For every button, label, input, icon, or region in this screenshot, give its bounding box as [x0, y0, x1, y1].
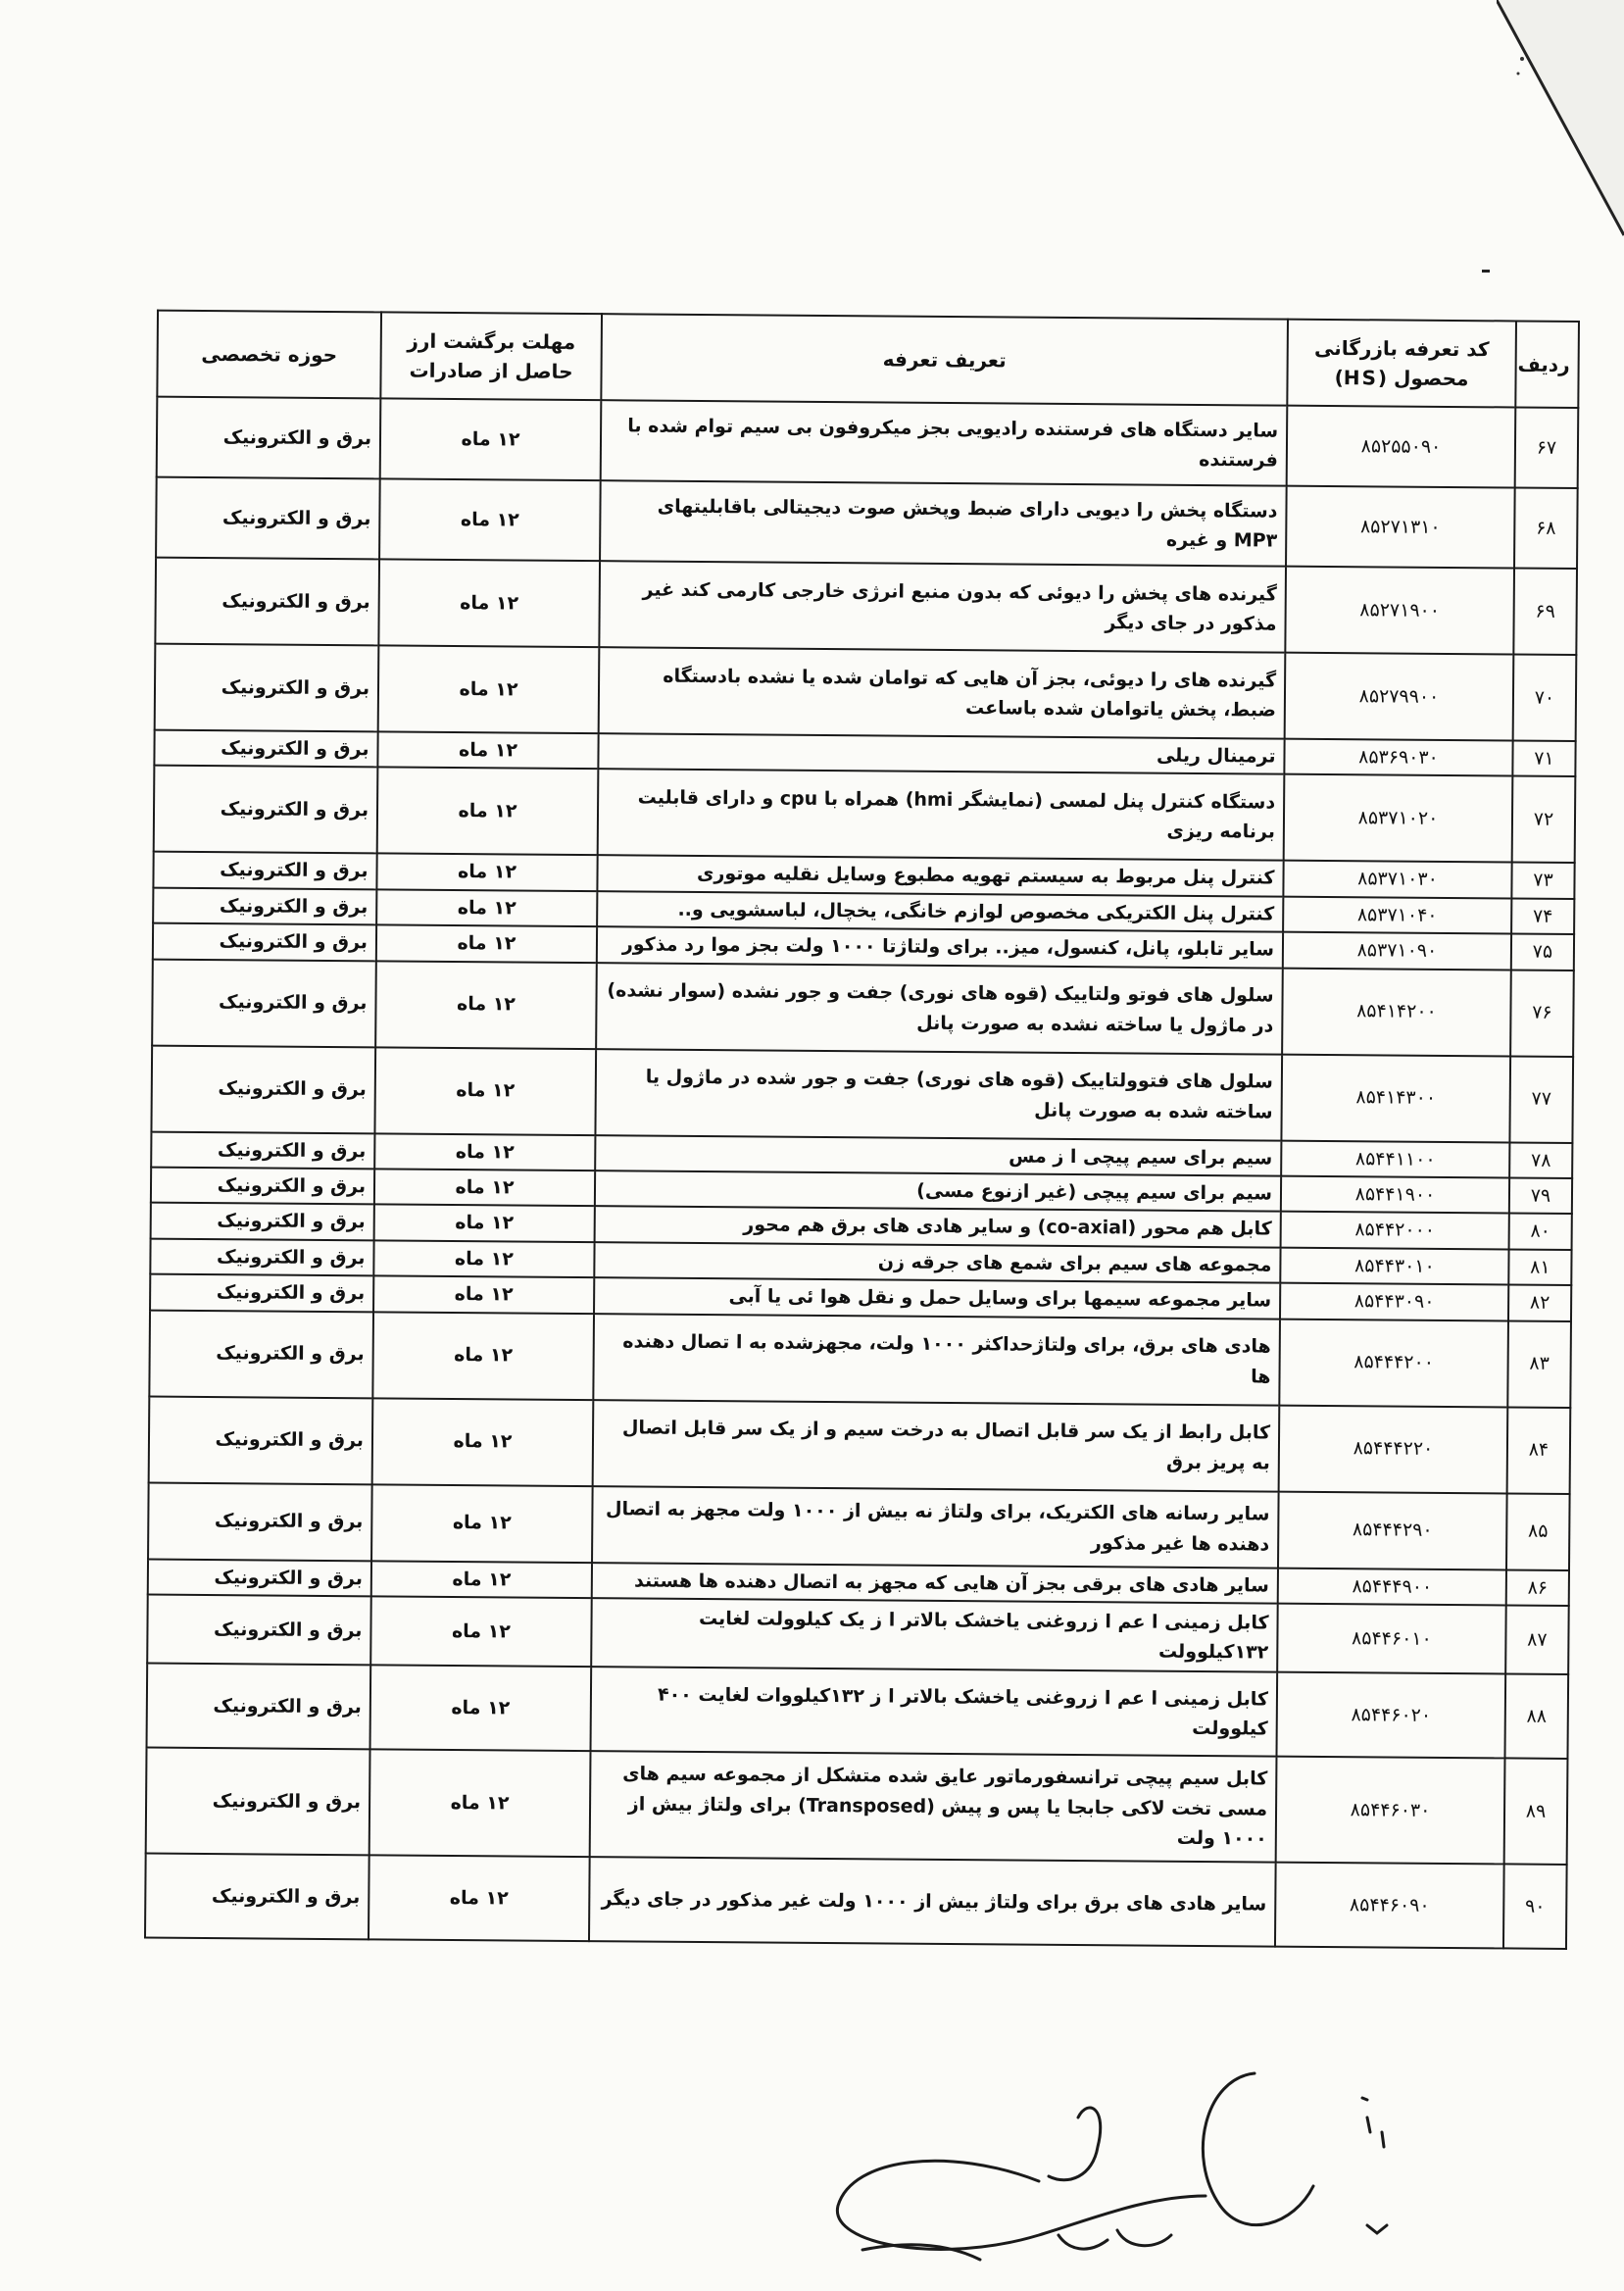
- specialty-field: برق و الکترونیک: [148, 1482, 372, 1561]
- page-corner-fold: [1497, 0, 1624, 255]
- specialty-field: برق و الکترونیک: [153, 852, 376, 889]
- specialty-field: برق و الکترونیک: [151, 1168, 374, 1205]
- tariff-description: هادی های برق، برای ولتاژحداکثر ۱۰۰۰ ولت، مجهزشده به ا تصال دهنده ها: [593, 1314, 1280, 1405]
- hs-code: ۸۵۳۷۱۰۳۰: [1283, 861, 1511, 898]
- tariff-description: کابل رابط از یک سر قابل اتصال به درخت سیم و از یک سر قابل اتصال به پریز برق: [593, 1400, 1280, 1491]
- hs-code: ۸۵۴۴۴۲۲۰: [1279, 1405, 1508, 1493]
- row-number: ۷۵: [1511, 934, 1574, 971]
- repatriation-deadline: ۱۲ ماه: [369, 1855, 590, 1941]
- row-number: ۶۷: [1515, 407, 1579, 488]
- tariff-description: ترمینال ریلی: [598, 733, 1284, 774]
- specialty-field: برق و الکترونیک: [149, 1310, 373, 1398]
- repatriation-deadline: ۱۲ ماه: [369, 1749, 591, 1857]
- hs-code: ۸۵۲۷۹۹۰۰: [1285, 653, 1514, 741]
- tariff-description: سایر مجموعه سیمها برای وسایل حمل و نقل هوا ئی یا آبی: [594, 1277, 1280, 1319]
- table-row: [152, 959, 1574, 1056]
- row-number: ۸۶: [1506, 1569, 1569, 1606]
- table-body: [145, 397, 1578, 1949]
- row-number: ۶۸: [1514, 487, 1578, 569]
- specialty-field: برق و الکترونیک: [145, 1853, 369, 1939]
- row-number: ۷۴: [1511, 898, 1574, 934]
- table-row: [145, 1853, 1567, 1948]
- tariff-description: سیم برای سیم پیچی ا ز مس: [595, 1135, 1281, 1176]
- hs-code: ۸۵۴۴۶۰۳۰: [1276, 1757, 1505, 1865]
- hs-code: ۸۵۳۷۱۰۹۰: [1283, 932, 1511, 970]
- repatriation-deadline: ۱۲ ماه: [374, 1205, 595, 1242]
- hs-code: ۸۵۲۵۵۰۹۰: [1287, 406, 1516, 488]
- repatriation-deadline: ۱۲ ماه: [378, 645, 600, 733]
- header-row-number: ردیف: [1515, 321, 1579, 407]
- repatriation-deadline: ۱۲ ماه: [374, 1169, 595, 1206]
- table-row: [147, 1594, 1569, 1673]
- header-specialty-field: حوزه تخصصی: [157, 311, 381, 399]
- table-row: [151, 1045, 1573, 1142]
- row-number: ۸۵: [1506, 1493, 1570, 1570]
- repatriation-deadline: ۱۲ ماه: [371, 1484, 593, 1563]
- row-number: ۷۷: [1509, 1056, 1573, 1143]
- hs-code: ۸۵۴۴۶۰۲۰: [1276, 1672, 1505, 1759]
- hs-code: ۸۵۴۴۴۲۰۰: [1279, 1319, 1508, 1407]
- specialty-field: برق و الکترونیک: [153, 923, 376, 961]
- table-row: [147, 1663, 1569, 1758]
- tariff-description: سایر رسانه های الکتریک، برای ولتاژ نه بیش از ۱۰۰۰ ولت مجهز به اتصال دهنده ها غیر مذکور: [592, 1486, 1279, 1568]
- repatriation-deadline: ۱۲ ماه: [374, 1047, 596, 1135]
- hs-code: ۸۵۲۷۱۳۱۰: [1286, 486, 1515, 569]
- hs-code: ۸۵۴۱۴۳۰۰: [1281, 1054, 1510, 1142]
- table-row: [149, 1310, 1571, 1407]
- header-hs-code: کد تعرفه بازرگانی محصول (HS): [1287, 320, 1516, 408]
- repatriation-deadline: ۱۲ ماه: [380, 398, 602, 480]
- row-number: ۷۱: [1512, 740, 1575, 776]
- hs-code: ۸۵۴۴۶۰۹۰: [1275, 1863, 1504, 1949]
- hs-code: ۸۵۴۱۴۲۰۰: [1282, 968, 1511, 1056]
- row-number: ۷۳: [1511, 863, 1574, 899]
- hs-code: ۸۵۴۴۱۱۰۰: [1281, 1140, 1509, 1177]
- hs-code: ۸۵۲۷۱۹۰۰: [1285, 567, 1514, 655]
- row-number: ۸۳: [1507, 1320, 1571, 1408]
- specialty-field: برق و الکترونیک: [155, 644, 379, 732]
- repatriation-deadline: ۱۲ ماه: [371, 1561, 592, 1598]
- table-row: [154, 766, 1576, 863]
- hs-code: ۸۵۳۷۱۰۴۰: [1283, 896, 1511, 933]
- hs-code: ۸۵۴۴۶۰۱۰: [1277, 1604, 1506, 1674]
- row-number: ۸۸: [1504, 1673, 1568, 1759]
- repatriation-deadline: ۱۲ ماه: [376, 854, 597, 891]
- hs-code: ۸۵۴۴۳۰۹۰: [1280, 1283, 1508, 1320]
- table-row: [149, 1396, 1571, 1493]
- table-row: [155, 644, 1577, 741]
- specialty-field: برق و الکترونیک: [149, 1396, 373, 1484]
- specialty-field: برق و الکترونیک: [154, 730, 377, 768]
- repatriation-deadline: ۱۲ ماه: [377, 731, 598, 769]
- tariff-description: کابل سیم پیچی ترانسفورماتور عایق شده متشکل از مجموعه سیم های مسی تخت لاکی جابجا یا پس و پیش (Transposed) برای ولتاژ بیش از ۱۰۰۰ ولت: [590, 1751, 1277, 1862]
- specialty-field: برق و الکترونیک: [148, 1559, 371, 1596]
- tariff-description: سلول های فوتو ولتاییک (قوه های نوری) جفت و جور نشده (سوار نشده) در ماژول یا ساخته نشده به صورت پانل: [596, 963, 1283, 1054]
- table-row: [156, 477, 1578, 569]
- header-description: تعریف تعرفه: [601, 314, 1288, 405]
- tariff-description: سلول های فتوولتاییک (قوه های نوری) جفت و جور شده در ماژول یا ساخته شده به صورت پانل: [595, 1049, 1282, 1140]
- tariff-description: سایر هادی های برقی بجز آن هایی که مجهز به اتصال دهنده ها هستند: [592, 1563, 1278, 1604]
- tariff-description: دستگاه پخش را دیویی دارای ضبط وپخش صوت دیجیتالی باقابلیتهای MP۳ و غیره: [600, 480, 1287, 566]
- tariff-description: سیم برای سیم پیچی (غیر ازنوع مسی): [595, 1170, 1281, 1212]
- row-number: ۶۹: [1513, 568, 1577, 654]
- repatriation-deadline: ۱۲ ماه: [370, 1596, 592, 1667]
- table-row: [146, 1747, 1568, 1864]
- row-number: ۸۴: [1507, 1407, 1571, 1493]
- hs-code: ۸۵۴۴۴۲۹۰: [1278, 1491, 1507, 1569]
- hs-code: ۸۵۴۴۲۰۰۰: [1281, 1212, 1509, 1249]
- repatriation-deadline: ۱۲ ماه: [377, 768, 599, 856]
- hs-code: ۸۵۴۴۳۰۱۰: [1280, 1247, 1508, 1284]
- row-number: ۸۹: [1504, 1758, 1568, 1864]
- tariff-description: سایر هادی های برق برای ولتاژ بیش از ۱۰۰۰ ولت غیر مذکور در جای دیگر: [589, 1857, 1276, 1946]
- table-row: [148, 1482, 1570, 1569]
- specialty-field: برق و الکترونیک: [154, 766, 378, 854]
- repatriation-deadline: ۱۲ ماه: [372, 1312, 594, 1400]
- row-number: ۷۰: [1513, 654, 1577, 740]
- table-header-row: [157, 311, 1579, 408]
- tariff-table: [144, 310, 1580, 1950]
- specialty-field: برق و الکترونیک: [147, 1663, 371, 1749]
- specialty-field: برق و الکترونیک: [152, 959, 376, 1047]
- row-number: ۹۰: [1503, 1864, 1567, 1949]
- specialty-field: برق و الکترونیک: [157, 397, 381, 479]
- tariff-description: دستگاه کنترل پنل لمسی (نمایشگر hmi) همراه با cpu و دارای قابلیت برنامه ریزی: [598, 770, 1285, 861]
- hs-code: ۸۵۳۷۱۰۲۰: [1284, 774, 1513, 863]
- repatriation-deadline: ۱۲ ماه: [370, 1665, 592, 1751]
- repatriation-deadline: ۱۲ ماه: [379, 478, 601, 561]
- hs-code: ۸۵۳۶۹۰۳۰: [1284, 739, 1512, 776]
- specialty-field: برق و الکترونیک: [155, 558, 379, 646]
- tariff-description: گیرنده های را دیوئی، بجز آن هایی که توامان شده یا نشده بادستگاه ضبط، پخش یاتوامان شده باساعت: [599, 647, 1286, 738]
- specialty-field: برق و الکترونیک: [156, 477, 380, 560]
- repatriation-deadline: ۱۲ ماه: [376, 889, 597, 926]
- specialty-field: برق و الکترونیک: [150, 1274, 373, 1312]
- row-number: ۷۲: [1512, 776, 1576, 863]
- specialty-field: برق و الکترونیک: [146, 1747, 370, 1855]
- row-number: ۷۶: [1510, 970, 1574, 1056]
- row-number: ۸۱: [1508, 1249, 1571, 1285]
- tariff-description: مجموعه های سیم برای شمع های جرقه زن: [594, 1242, 1280, 1283]
- repatriation-deadline: ۱۲ ماه: [378, 559, 600, 647]
- specialty-field: برق و الکترونیک: [151, 1131, 374, 1169]
- repatriation-deadline: ۱۲ ماه: [372, 1398, 594, 1486]
- row-number: ۸۲: [1508, 1285, 1571, 1321]
- tariff-description: سایر دستگاه های فرستنده رادیویی بجز میکروفون بی سیم توام شده با فرستنده: [601, 400, 1288, 485]
- repatriation-deadline: ۱۲ ماه: [373, 1240, 594, 1277]
- specialty-field: برق و الکترونیک: [151, 1045, 375, 1133]
- table-row: [157, 397, 1579, 488]
- specialty-field: برق و الکترونیک: [147, 1594, 371, 1665]
- tariff-description: کنترل پنل الکتریکی مخصوص لوازم خانگی، یخچال، لباسشویی و..: [597, 891, 1283, 932]
- hs-code: ۸۵۴۴۴۹۰۰: [1278, 1568, 1506, 1605]
- row-number: ۷۹: [1509, 1177, 1572, 1214]
- hs-code: ۸۵۴۴۱۹۰۰: [1281, 1176, 1509, 1214]
- specialty-field: برق و الکترونیک: [153, 887, 376, 924]
- repatriation-deadline: ۱۲ ماه: [374, 1133, 595, 1170]
- tariff-description: گیرنده های پخش را دیوئی که بدون منبع انرژی خارجی کارمی کند غیر مذکور در جای دیگر: [599, 561, 1286, 652]
- row-number: ۸۰: [1509, 1214, 1572, 1250]
- repatriation-deadline: ۱۲ ماه: [376, 925, 597, 963]
- table-row: [155, 558, 1577, 655]
- specialty-field: برق و الکترونیک: [150, 1238, 373, 1275]
- signature: [833, 2039, 1519, 2291]
- tariff-description: کنترل پنل مربوط به سیستم تهویه مطبوع وسایل نقلیه موتوری: [597, 856, 1283, 897]
- row-number: ۷۸: [1509, 1142, 1572, 1178]
- scan-mark: [1482, 270, 1490, 273]
- tariff-description: کابل هم محور (co-axial) و سایر هادی های برق هم محور: [595, 1206, 1281, 1247]
- tariff-description: کابل زمینی ا عم ا زروغنی یاخشک بالاتر ا ز ۱۳۲کیلووات لغایت ۴۰۰ کیلوولت: [591, 1667, 1278, 1756]
- repatriation-deadline: ۱۲ ماه: [373, 1275, 594, 1313]
- header-repatriation-deadline: مهلت برگشت ارز حاصل از صادرات: [380, 312, 602, 400]
- specialty-field: برق و الکترونیک: [151, 1203, 374, 1240]
- tariff-description: سایر تابلو، پانل، کنسول، میز.. برای ولتاژتا ۱۰۰۰ ولت بجز موا رد مذکور: [597, 926, 1283, 968]
- repatriation-deadline: ۱۲ ماه: [375, 961, 597, 1049]
- tariff-description: کابل زمینی ا عم ا زروغنی یاخشک بالاتر ا ز یک کیلوولت لغایت ۱۳۲کیلوولت: [591, 1598, 1278, 1671]
- row-number: ۸۷: [1505, 1605, 1569, 1674]
